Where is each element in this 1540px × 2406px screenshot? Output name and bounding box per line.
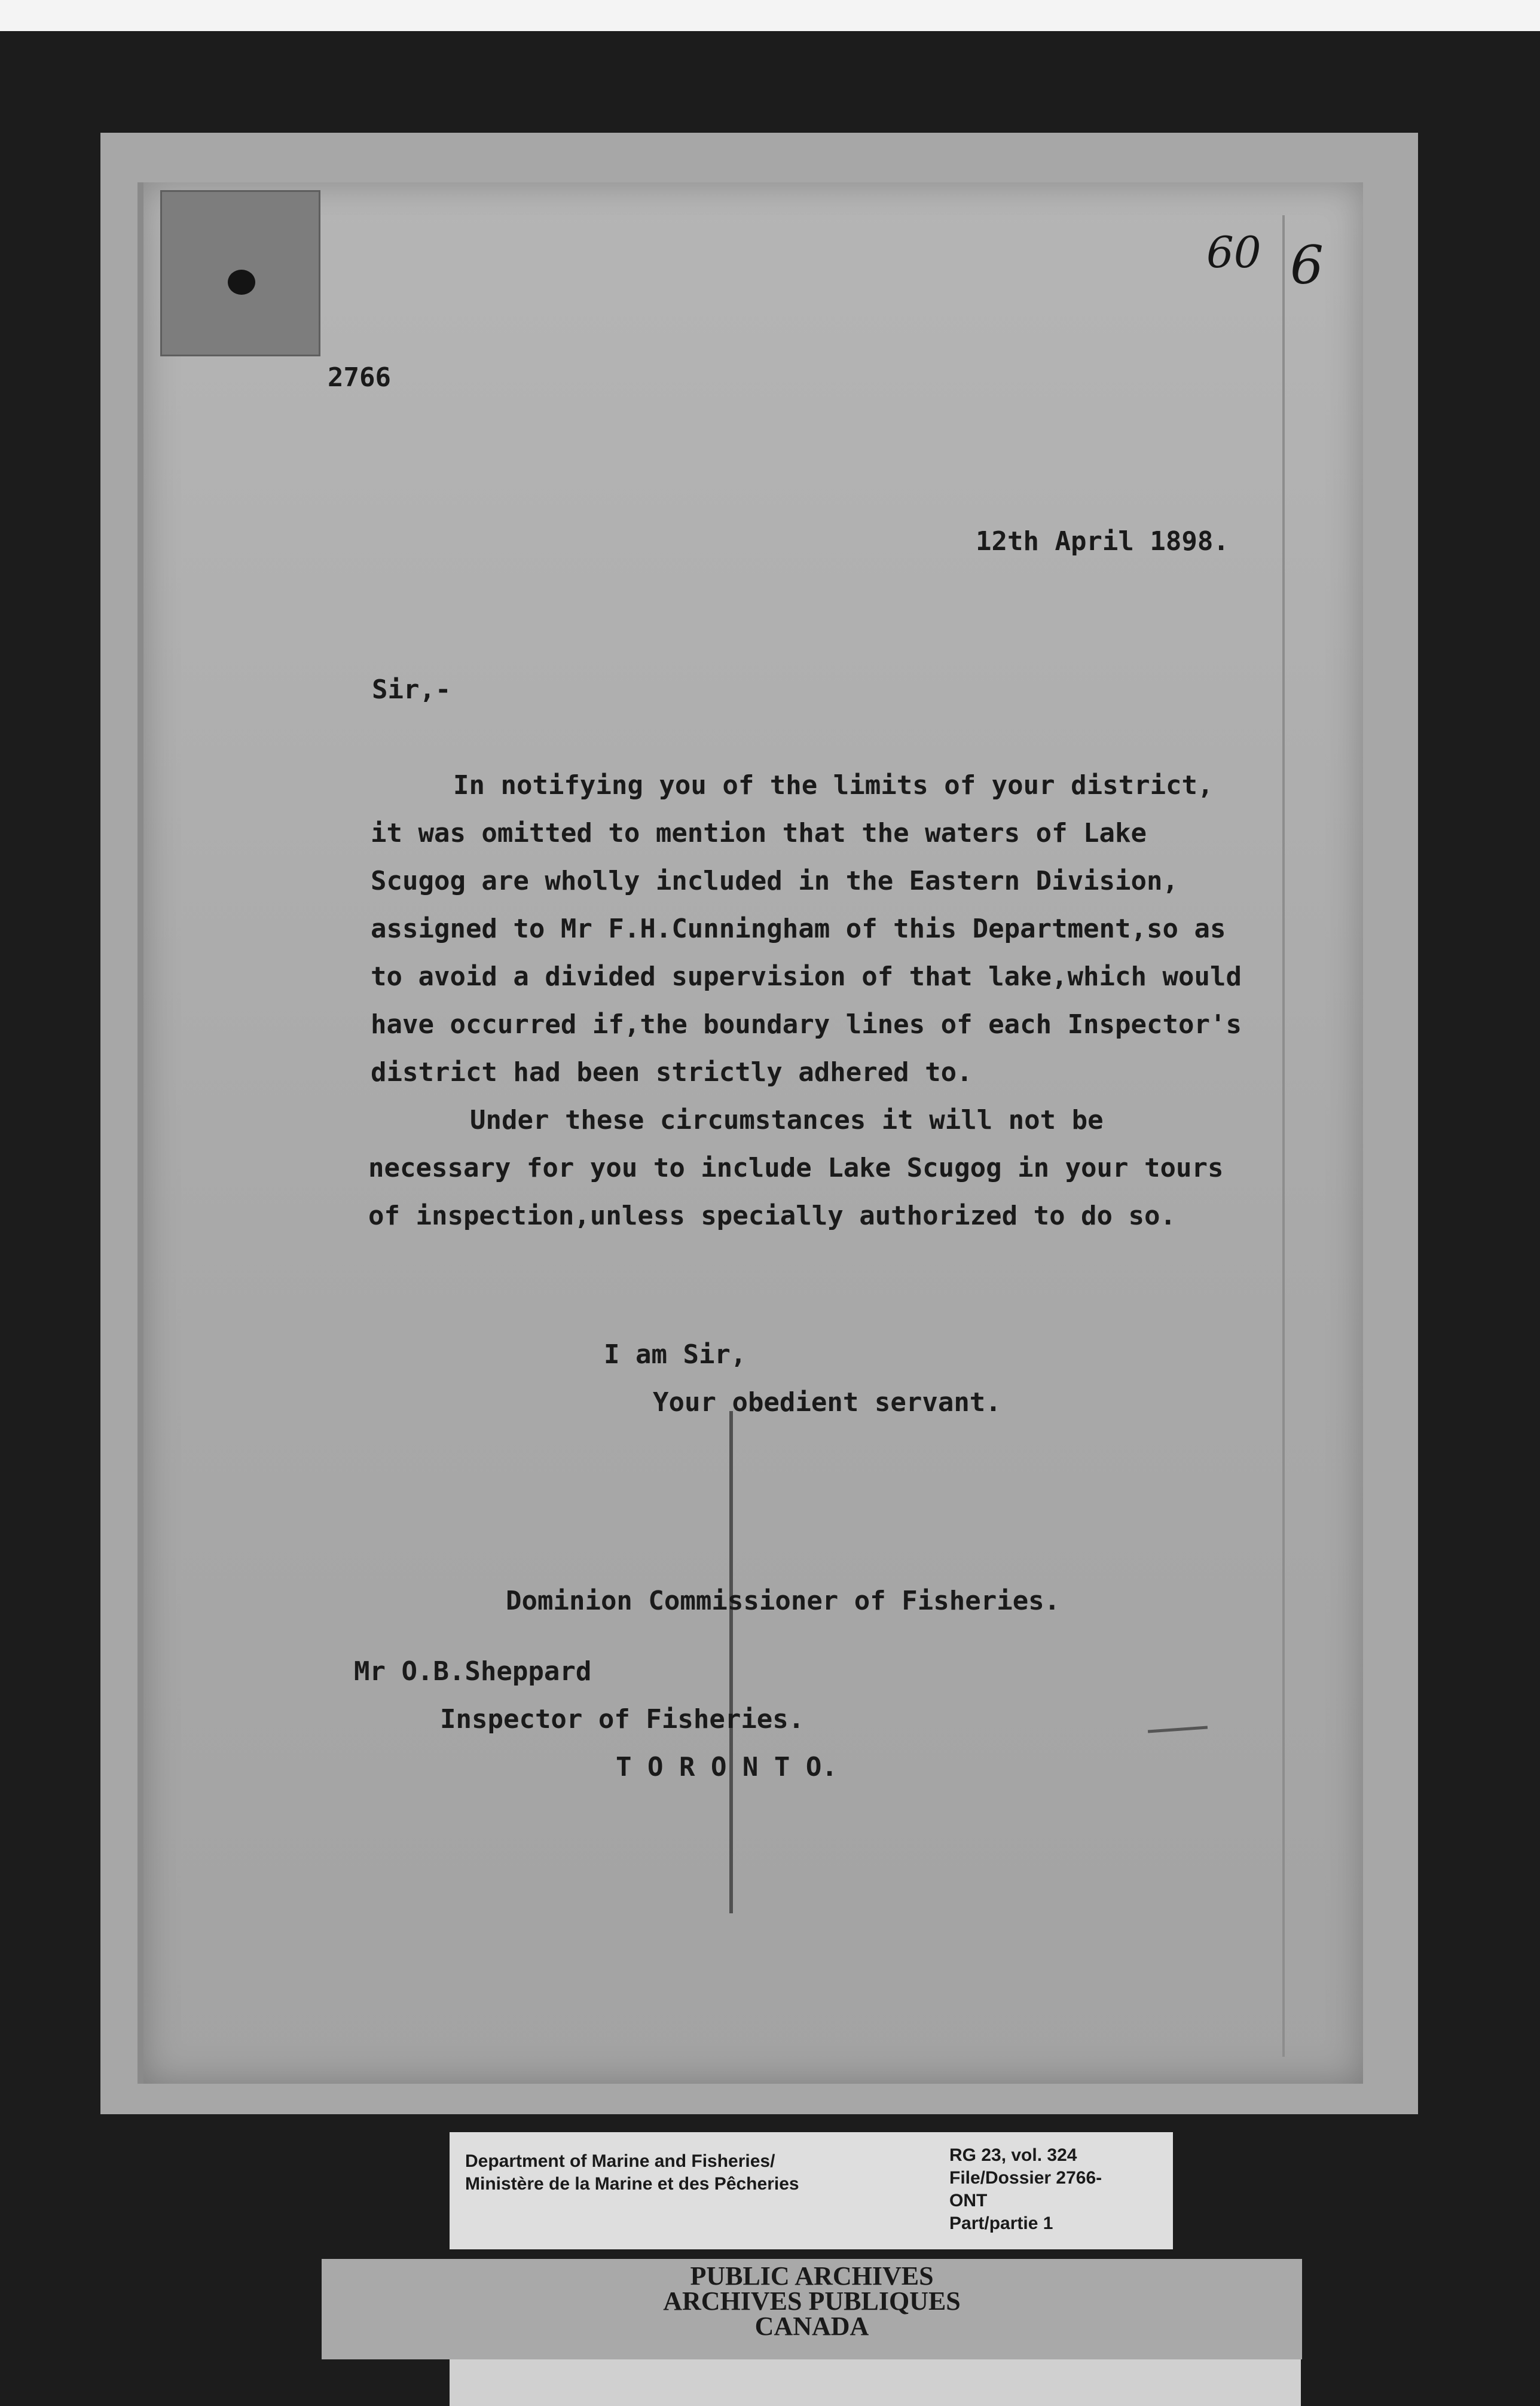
closing-line-2: Your obedient servant. — [653, 1387, 1001, 1418]
closing-line-1: I am Sir, — [604, 1339, 747, 1370]
body-line-2: it was omitted to mention that the waters of Lake — [371, 818, 1147, 848]
corner-tab — [160, 190, 320, 356]
file-dossier-ref: File/Dossier 2766- — [949, 2168, 1102, 2188]
archives-stamp — [322, 2259, 1302, 2359]
punch-hole-icon — [228, 270, 255, 295]
body-line-5: to avoid a divided supervision of that lake,which would — [371, 961, 1242, 992]
handwritten-number-2: 6 — [1290, 234, 1324, 296]
archives-line-2: ARCHIVES PUBLIQUES — [663, 2286, 961, 2316]
page-edge-rule — [1282, 215, 1285, 2057]
department-french: Ministère de la Marine et des Pêcheries — [465, 2174, 799, 2194]
department-english: Department of Marine and Fisheries/ — [465, 2151, 775, 2171]
record-group-ref: RG 23, vol. 324 — [949, 2145, 1077, 2165]
body-line-7: district had been strictly adhered to. — [371, 1057, 973, 1088]
archives-line-1: PUBLIC ARCHIVES — [690, 2261, 934, 2291]
body-line-4: assigned to Mr F.H.Cunningham of this Department,so as — [371, 914, 1226, 944]
body-line-6: have occurred if,the boundary lines of each Inspector's — [371, 1009, 1242, 1040]
letter-date: 12th April 1898. — [976, 526, 1229, 557]
top-margin — [0, 0, 1540, 31]
addressee-name: Mr O.B.Sheppard — [354, 1656, 592, 1687]
fold-line — [729, 1411, 733, 1913]
body-line-3: Scugog are wholly included in the Eastern Division, — [371, 866, 1179, 896]
archives-line-3: CANADA — [754, 2312, 869, 2341]
addressee-title: Inspector of Fisheries. — [440, 1704, 805, 1735]
part-ref: Part/partie 1 — [949, 2213, 1053, 2233]
addressee-city: T O R O N T O. — [616, 1752, 838, 1782]
archive-label-card — [450, 2132, 1173, 2249]
body-line-10: of inspection,unless specially authorized to do so. — [368, 1201, 1177, 1231]
file-number: 2766 — [328, 362, 391, 393]
salutation: Sir,- — [372, 674, 451, 705]
body-line-9: necessary for you to include Lake Scugog in your tours — [368, 1153, 1224, 1183]
handwritten-number-1: 60 — [1206, 227, 1261, 277]
province-ref: ONT — [949, 2191, 988, 2210]
body-line-8: Under these circumstances it will not be — [470, 1105, 1104, 1135]
body-line-1: In notifying you of the limits of your district, — [453, 770, 1214, 801]
signatory-title: Dominion Commissioner of Fisheries. — [506, 1586, 1061, 1616]
bottom-tab — [450, 2359, 1301, 2406]
